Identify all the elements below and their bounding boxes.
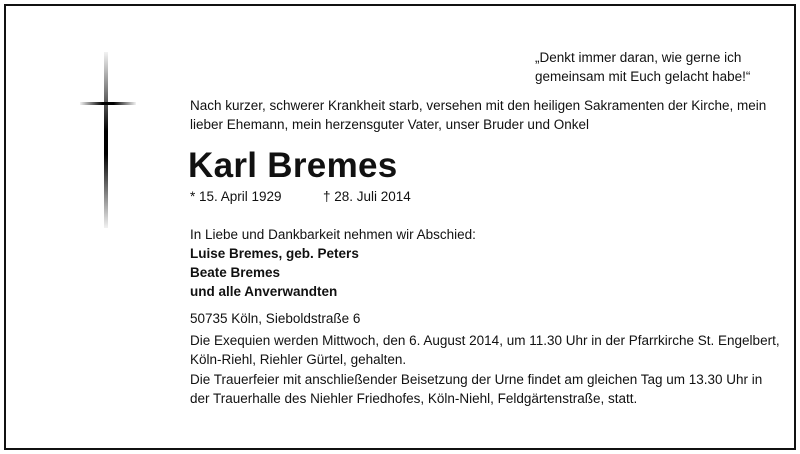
exequien-line: Köln-Riehl, Riehler Gürtel, gehalten.	[190, 352, 407, 367]
exequien-line: Die Exequien werden Mittwoch, den 6. August 2014, um 11.30 Uhr in der Pfarrkirche St. Engelbert,	[190, 333, 780, 348]
mourners-list	[190, 244, 359, 301]
quote-line: „Denkt immer daran, wie gerne ich	[535, 50, 742, 65]
birth-date: * 15. April 1929	[190, 189, 282, 204]
cross-horizontal-beam	[80, 102, 136, 105]
deceased-name: Karl Bremes	[188, 146, 398, 185]
farewell-text: In Liebe und Dankbarkeit nehmen wir Abschied:	[190, 227, 476, 242]
intro-line: lieber Ehemann, mein herzensguter Vater, unser Bruder und Onkel	[190, 117, 589, 132]
mourner-name: Luise Bremes, geb. Peters	[190, 246, 359, 261]
cross-vertical-beam	[104, 52, 108, 228]
quote	[535, 48, 750, 86]
mourner-name: Beate Bremes	[190, 265, 281, 280]
trauerfeier-text	[190, 370, 762, 408]
mourner-name: und alle Anverwandten	[190, 284, 338, 299]
trauerfeier-line: Die Trauerfeier mit anschließender Beisetzung der Urne findet am gleichen Tag um 13.30 Uhr in	[190, 372, 763, 387]
intro-text	[190, 96, 766, 134]
death-date: † 28. Juli 2014	[323, 189, 411, 204]
intro-line: Nach kurzer, schwerer Krankheit starb, versehen mit den heiligen Sakramenten der Kirche, mein	[190, 98, 767, 113]
cross-icon	[80, 52, 136, 228]
quote-line: gemeinsam mit Euch gelacht habe!“	[535, 69, 751, 84]
address: 50735 Köln, Sieboldstraße 6	[190, 311, 361, 326]
exequien-text	[190, 331, 780, 369]
trauerfeier-line: der Trauerhalle des Niehler Friedhofes, Köln-Niehl, Feldgärtenstraße, statt.	[190, 391, 638, 406]
